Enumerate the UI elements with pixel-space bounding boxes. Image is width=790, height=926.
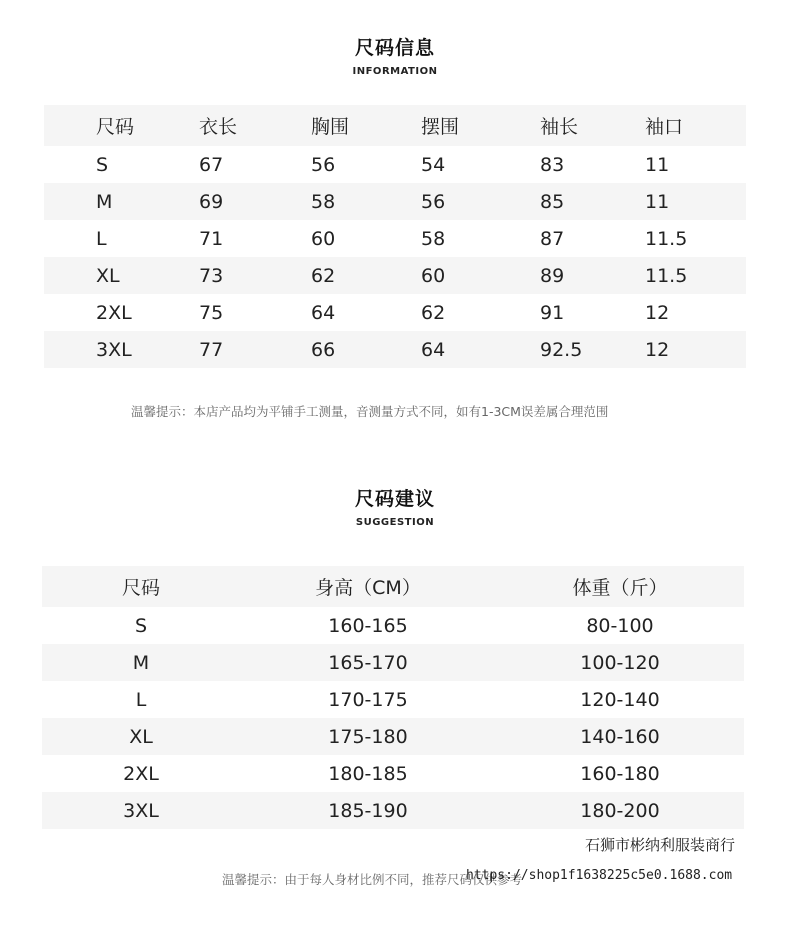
table-cell: M xyxy=(132,651,150,674)
table-cell: 62 xyxy=(311,264,336,287)
table-cell: 11.5 xyxy=(645,264,688,287)
table-cell: XL xyxy=(96,264,120,287)
suggestion-heading xyxy=(0,484,790,528)
column-header: 身高（CM） xyxy=(315,577,421,599)
column-header: 袖长 xyxy=(540,116,579,138)
table-header-row xyxy=(44,105,746,146)
table-cell: 91 xyxy=(540,301,565,324)
suggestion-note: 温馨提示：由于每人身材比例不同，推荐尺码仅供参考 xyxy=(222,872,523,887)
column-header: 摆围 xyxy=(421,116,460,138)
info-heading xyxy=(0,33,790,77)
table-row xyxy=(42,607,744,644)
table-cell: 60 xyxy=(311,227,336,250)
table-cell: 160-180 xyxy=(580,762,660,785)
table-header-row xyxy=(42,566,744,607)
table-row xyxy=(44,257,746,294)
table-cell: 180-185 xyxy=(328,762,408,785)
table-cell: 2XL xyxy=(96,301,132,324)
table-cell: 83 xyxy=(540,153,565,176)
size-info-table xyxy=(44,105,746,368)
table-row xyxy=(42,644,744,681)
table-cell: 11 xyxy=(645,190,670,213)
table-cell: S xyxy=(96,153,109,176)
table-cell: 71 xyxy=(199,227,224,250)
table-cell: 89 xyxy=(540,264,565,287)
table-cell: 64 xyxy=(421,338,446,361)
table-cell: 67 xyxy=(199,153,224,176)
table-cell: 165-170 xyxy=(328,651,408,674)
table-cell: 100-120 xyxy=(580,651,660,674)
table-cell: 62 xyxy=(421,301,446,324)
table-cell: 11.5 xyxy=(645,227,688,250)
table-cell: 12 xyxy=(645,338,670,361)
table-cell: 56 xyxy=(311,153,336,176)
shop-url-watermark: https://shop1f1638225c5e0.1688.com xyxy=(466,868,733,883)
table-row xyxy=(44,183,746,220)
column-header: 袖口 xyxy=(645,116,684,138)
table-cell: 175-180 xyxy=(328,725,408,748)
size-suggestion-table xyxy=(42,566,744,829)
measurement-note: 温馨提示：本店产品均为平铺手工测量，音测量方式不同，如有1-3CM误差属合理范围 xyxy=(131,404,609,419)
table-cell: 160-165 xyxy=(328,614,408,637)
table-cell: 140-160 xyxy=(580,725,660,748)
table-cell: 11 xyxy=(645,153,670,176)
table-cell: 73 xyxy=(199,264,224,287)
table-cell: L xyxy=(135,688,147,711)
table-cell: 85 xyxy=(540,190,565,213)
table-cell: 3XL xyxy=(123,799,159,822)
table-cell: 180-200 xyxy=(580,799,660,822)
table-cell: 92.5 xyxy=(540,338,583,361)
table-cell: 2XL xyxy=(123,762,159,785)
table-cell: 54 xyxy=(421,153,446,176)
table-row xyxy=(44,146,746,183)
table-cell: XL xyxy=(129,725,153,748)
shop-name-watermark: 石狮市彬纳利服装商行 xyxy=(585,836,736,854)
table-row xyxy=(42,755,744,792)
table-cell: 120-140 xyxy=(580,688,660,711)
table-cell: 60 xyxy=(421,264,446,287)
table-cell: 69 xyxy=(199,190,224,213)
table-cell: 66 xyxy=(311,338,336,361)
table-cell: 56 xyxy=(421,190,446,213)
table-row xyxy=(44,294,746,331)
table-cell: L xyxy=(96,227,107,250)
table-cell: 87 xyxy=(540,227,565,250)
column-header: 胸围 xyxy=(311,116,350,138)
table-cell: 58 xyxy=(421,227,446,250)
table-row xyxy=(42,718,744,755)
table-cell: 58 xyxy=(311,190,336,213)
column-header: 尺码 xyxy=(96,116,135,138)
table-row xyxy=(44,220,746,257)
table-row xyxy=(44,331,746,368)
table-cell: 12 xyxy=(645,301,670,324)
table-row xyxy=(42,681,744,718)
table-cell: 77 xyxy=(199,338,224,361)
table-cell: 185-190 xyxy=(328,799,408,822)
table-row xyxy=(42,792,744,829)
column-header: 体重（斤） xyxy=(572,577,668,599)
table-cell: 170-175 xyxy=(328,688,408,711)
table-cell: 80-100 xyxy=(586,614,654,637)
suggestion-subtitle: SUGGESTION xyxy=(355,517,435,528)
table-cell: 75 xyxy=(199,301,224,324)
info-subtitle: INFORMATION xyxy=(352,66,438,77)
column-header: 尺码 xyxy=(121,577,160,599)
table-cell: 64 xyxy=(311,301,336,324)
info-title: 尺码信息 xyxy=(354,37,435,59)
table-cell: M xyxy=(96,190,113,213)
table-cell: 3XL xyxy=(96,338,132,361)
suggestion-title: 尺码建议 xyxy=(354,488,435,510)
column-header: 衣长 xyxy=(199,116,238,138)
table-cell: S xyxy=(134,614,148,637)
